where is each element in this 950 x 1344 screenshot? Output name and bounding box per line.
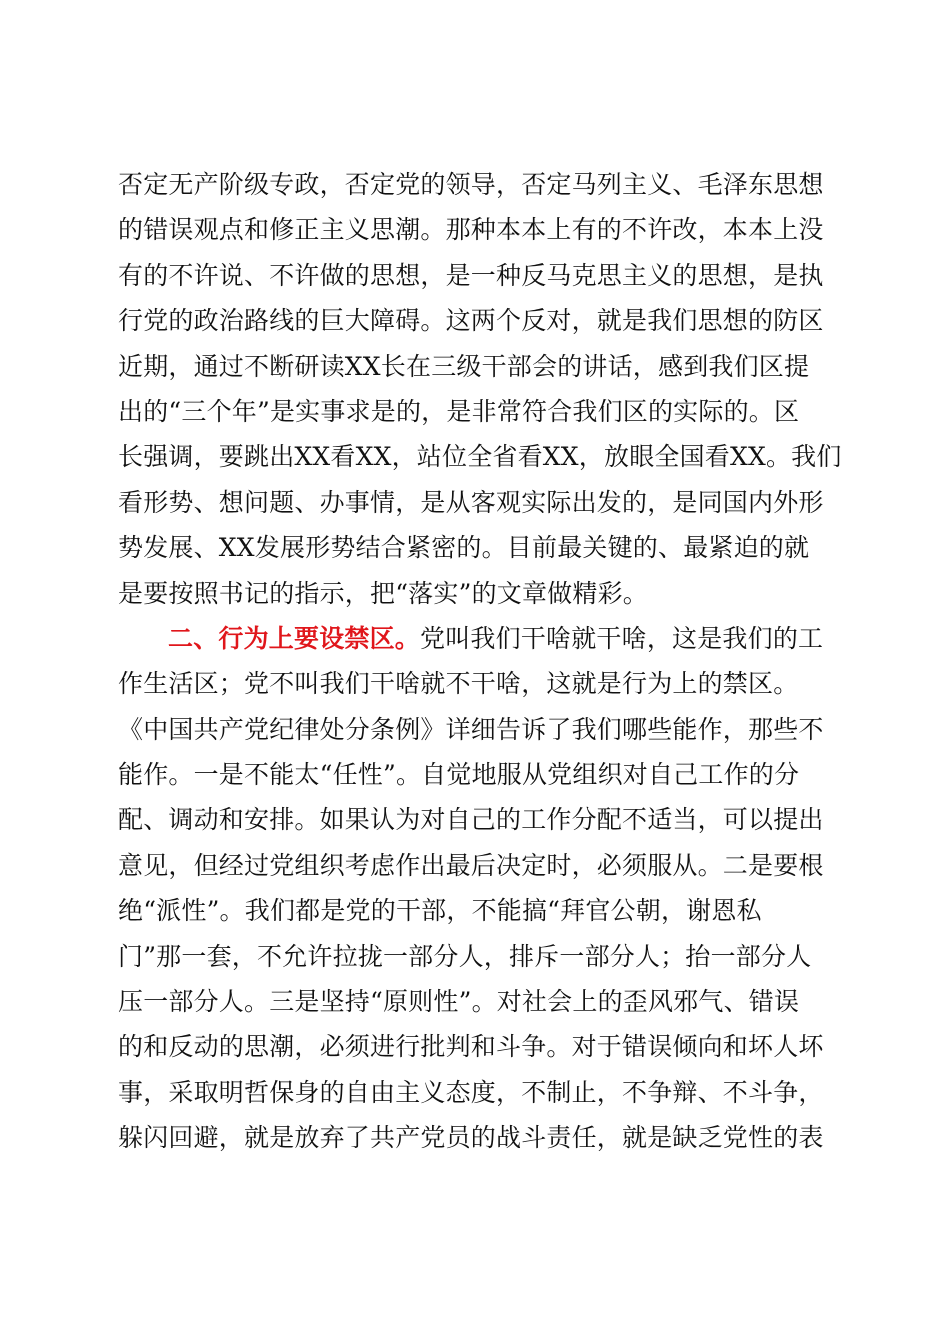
text-line: 能作。一是不能太“任性”。自觉地服从党组织对自己工作的分: [118, 760, 800, 790]
text-line: 出的“三个年”是实事求是的，是非常符合我们区的实际的。区: [118, 396, 800, 426]
text-line: 意见，但经过党组织考虑作出最后决定时，必须服从。二是要根: [118, 850, 824, 880]
text-line: 《中国共产党纪律处分条例》详细告诉了我们哪些能作，那些不: [118, 714, 824, 744]
text-line: 是要按照书记的指示，把“落实”的文章做精彩。: [118, 578, 648, 608]
section-2-lead-text: 党叫我们干啥就干啥，这是我们的工: [420, 623, 824, 653]
section-2-heading: 二、行为上要设禁区。: [168, 623, 421, 653]
text-line: 的和反动的思潮，必须进行批判和斗争。对于错误倾向和坏人坏: [118, 1032, 824, 1062]
text-line: 配、调动和安排。如果认为对自己的工作分配不适当，可以提出: [118, 805, 824, 835]
text-line: 看形势、想问题、办事情，是从客观实际出发的，是同国内外形: [118, 487, 824, 517]
text-line: 作生活区；党不叫我们干啥就不干啥，这就是行为上的禁区。: [118, 669, 799, 699]
text-line: 事，采取明哲保身的自由主义态度，不制止，不争辩、不斗争，: [118, 1077, 824, 1107]
text-line: 的错误观点和修正主义思潮。那种本本上有的不许改，本本上没: [118, 215, 824, 245]
text-line: 否定无产阶级专政，否定党的领导，否定马列主义、毛泽东思想: [118, 170, 824, 199]
document-body: [118, 162, 842, 1161]
text-line: 势发展、XX发展形势结合紧密的。目前最关键的、最紧迫的就: [118, 533, 810, 563]
text-line: 压一部分人。三是坚持“原则性”。对社会上的歪风邪气、错误: [118, 987, 800, 1017]
text-line: 近期，通过不断研读XX长在三级干部会的讲话，感到我们区提: [118, 351, 810, 381]
text-line: 躲闪回避，就是放弃了共产党员的战斗责任，就是缺乏党性的表: [118, 1123, 824, 1153]
text-line: 有的不许说、不许做的思想，是一种反马克思主义的思想，是执: [118, 260, 824, 290]
section-2-first-line: [118, 616, 833, 661]
text-line: 行党的政治路线的巨大障碍。这两个反对，就是我们思想的防区: [118, 306, 824, 336]
text-line: 门”那一套，不允许拉拢一部分人，排斥一部分人；抬一部分人: [118, 941, 812, 971]
text-line: 长强调，要跳出XX看XX，站位全省看XX，放眼全国看XX。我们: [118, 442, 842, 472]
text-line: 绝“派性”。我们都是党的干部，不能搞“拜官公朝，谢恩私: [118, 896, 762, 926]
